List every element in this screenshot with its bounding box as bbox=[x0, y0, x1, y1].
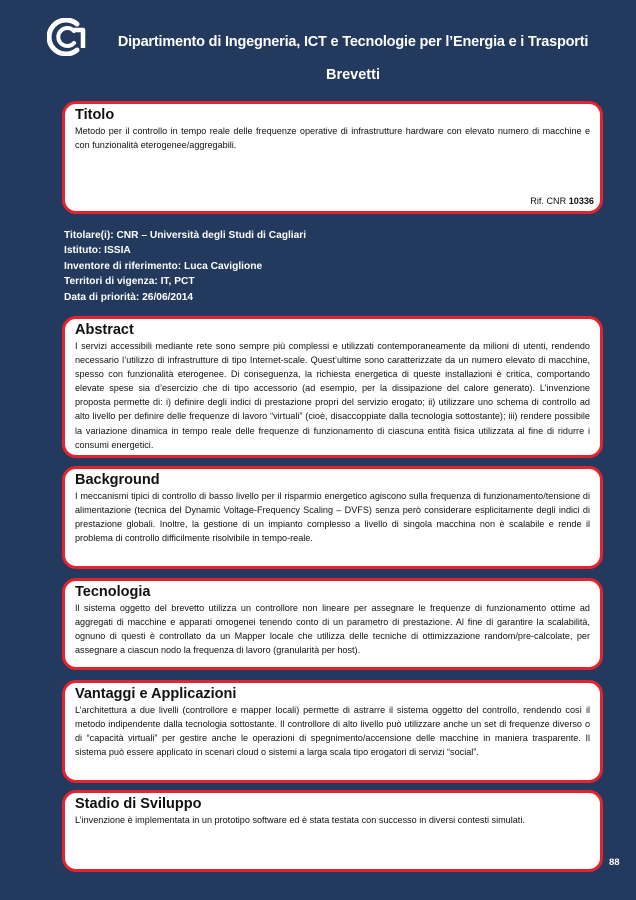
meta-titolare: Titolare(i): CNR – Università degli Studi di Cagliari bbox=[64, 230, 307, 241]
background-box bbox=[62, 466, 603, 569]
titolo-heading: Titolo bbox=[75, 107, 115, 123]
meta-priorita: Data di priorità: 26/06/2014 bbox=[64, 291, 194, 303]
titolo-box bbox=[62, 101, 603, 214]
vantaggi-text: L’architettura a due livelli (controllore e mapper locali) permette di astrarre il sistema oggetto del controllo, rendendo così il metodo indipendente dalla tecnologia sottostante. Il controllore di alto livello può utilizzare anche un set di frequenze diverso o di “capacità virtuali” per gestire anche le operazioni di spegnimento/accensione delle macchine in maniera trasparente. Il sistema può essere applicato in scenari cloud o sistemi a larga scala tipo erogatori di servizi “social”. bbox=[75, 705, 590, 758]
reference bbox=[530, 196, 594, 206]
tecnologia-text: Il sistema oggetto del brevetto utilizza un controllore non lineare per assegnare le frequenze di funzionamento ottime ad aggregati di macchine e apparati omogenei tenendo conto di un parametro di prestazione. Al fine di garantire la scalabilità, ognuno di questi è controllato da un Mapper locale che utilizza delle tecniche di ottimizzazione random/pre-calcolate, per assegnare a ciascun nodo la frequenza di lavoro (granularità per host). bbox=[75, 603, 590, 656]
stadio-text: L’invenzione è implementata in un prototipo software ed è stata testata con successo in diversi contesti simulati. bbox=[75, 815, 525, 825]
vantaggi-box bbox=[62, 680, 603, 783]
page-number: 88 bbox=[609, 857, 620, 868]
abstract-box bbox=[62, 316, 603, 458]
patent-metadata bbox=[64, 228, 306, 305]
reference-label: Rif. CNR bbox=[530, 196, 567, 206]
stadio-heading: Stadio di Sviluppo bbox=[75, 796, 202, 812]
department-title: Dipartimento di Ingegneria, ICT e Tecnologie per l’Energia e i Trasporti bbox=[117, 34, 589, 50]
meta-territori: Territori di vigenza: IT, PCT bbox=[64, 276, 195, 288]
vantaggi-heading: Vantaggi e Applicazioni bbox=[75, 686, 237, 702]
section-title: Brevetti bbox=[326, 67, 380, 83]
tecnologia-box bbox=[62, 578, 603, 670]
stadio-box bbox=[62, 790, 603, 872]
abstract-heading: Abstract bbox=[75, 322, 134, 338]
meta-inventore: Inventore di riferimento: Luca Caviglione bbox=[64, 260, 263, 272]
background-text: I meccanismi tipici di controllo di basso livello per il risparmio energetico agiscono sulla frequenza di funzionamento/tensione di alimentazione (tecnica del Dynamic Voltage-Frequency Scaling – DVFS) senza però considerare esplicitamente degli indici di prestazione globali. Inoltre, la gestione di un impianto complesso a livello di singola macchina non è scalabile e rende il problema di controllo difficilmente risolvibile in tempo-reale. bbox=[75, 491, 590, 544]
titolo-text: Metodo per il controllo in tempo reale delle frequenze operative di infrastrutture hardware con elevato numero di macchine e con funzionalità eterogenee/aggregabili. bbox=[75, 126, 590, 151]
tecnologia-heading: Tecnologia bbox=[75, 584, 151, 600]
meta-istituto: Istituto: ISSIA bbox=[64, 245, 131, 257]
abstract-text: I servizi accessibili mediante rete sono sempre più complessi e utilizzati contemporaneamente da milioni di utenti, rendendo necessario l’utilizzo di infrastrutture di tipo Internet-scale. Quest’ultime sono caratterizzate da un numero elevato di macchine, spesso con funzionalità eterogenee. Di conseguenza, la richiesta energetica di queste installazioni è critica, comportando elevate spese sia d’esercizio che di tipo accessorio (ad esempio, per la dissipazione del calore generato). L’invenzione proposta permette di: i) definire degli indici di prestazione propri del servizio erogato; ii) utilizzare uno schema di controllo ad alto livello per definire delle frequenze di lavoro “virtuali” (cioè, disaccoppiate dalla tecnologia sottostante); iii) rendere possibile la variazione dinamica in tempo reale delle frequenze di funzionamento di ciascuna entità fisica utilizzata al fine di ridurre i consumi energetici. bbox=[75, 341, 590, 450]
background-heading: Background bbox=[75, 472, 160, 488]
reference-number: 10336 bbox=[568, 196, 594, 206]
